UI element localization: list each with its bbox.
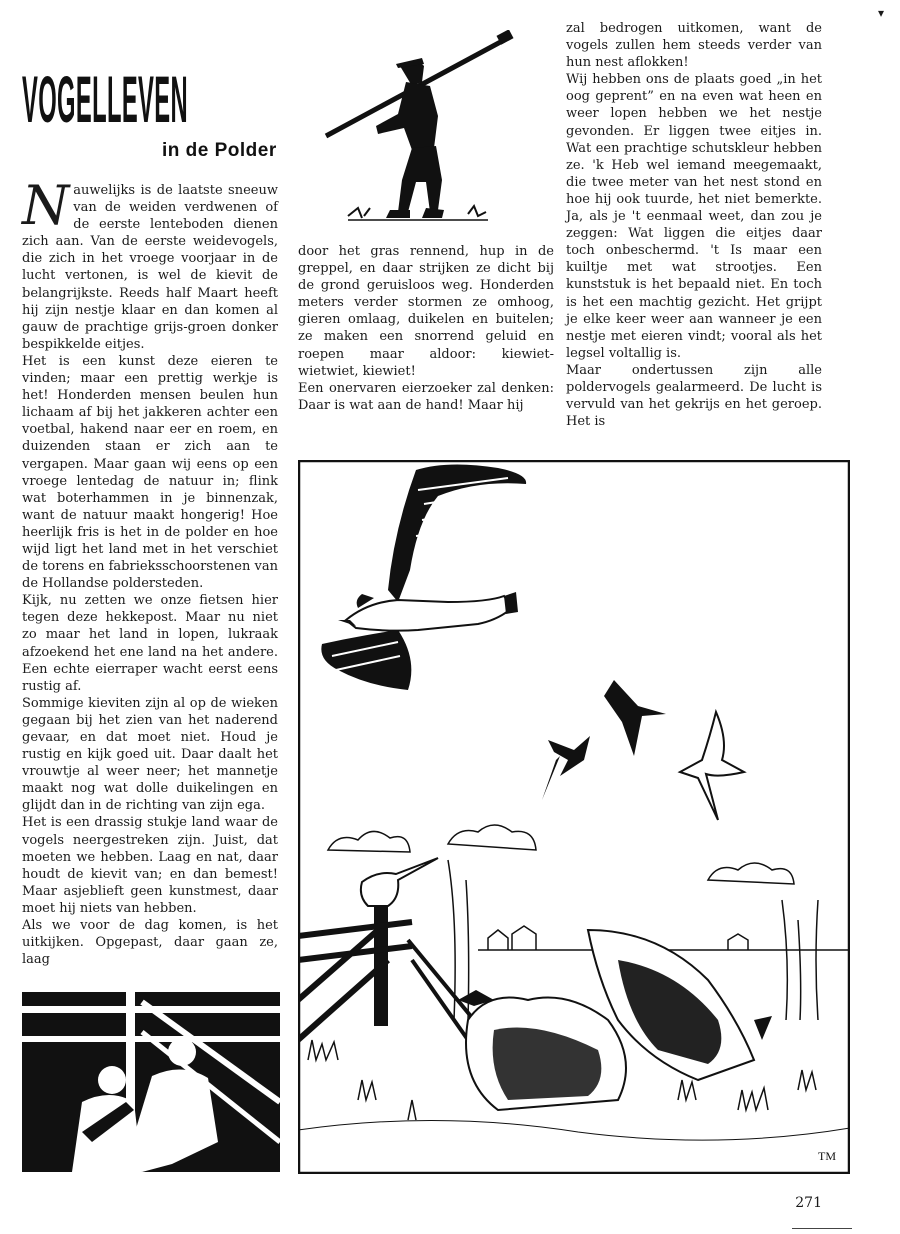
page-title: VOGELLEVEN — [22, 62, 188, 136]
lapwing-illustration — [298, 460, 850, 1174]
paragraph: Het is een kunst deze eieren te vinden; maar een prettig werkje is het! Honderden mensen beulen hun lichaam af bij het jakkeren achter een voetbal, hakend naar eer en roem, en duizenden staan er zich aan te vergapen. Maar gaan wij eens op een vroege lentedag de natuur in; flink wat boterhammen in je binnenzak, want de natuur maakt hongerig! Hoe heerlijk fris is het in de polder en hoe wijd ligt het land met in het verschiet de torens en fabrieksschoorstenen van de Hollandse poldersteden. — [22, 353, 278, 592]
egg-hunter-silhouette — [318, 30, 518, 235]
paragraph: door het gras rennend, hup in de greppel, en daar strijken ze dicht bij de grond geruisloos weg. Honderden meters verder stormen ze omhoog, gieren omlaag, duikelen en buitelen; ze maken een snorrend geluid en roepen maar aldoor: kiewiet- wietwiet, kiewiet! — [298, 244, 554, 379]
paragraph: Een onervaren eierzoeker zal denken: Daar is wat aan de hand! Maar hij — [298, 380, 554, 413]
drop-cap: N — [22, 174, 70, 237]
text-column-1 — [22, 174, 278, 968]
text-column-3 — [566, 20, 822, 430]
text-column-2 — [298, 243, 554, 414]
paragraph: Wij hebben ons de plaats goed „in het oog geprent” en na even wat heen en weer lopen hebben we het nestje gevonden. Er liggen twee eitjes in. Wat een prachtige schutskleur hebben ze. 'k Heb wel iemand meegemaakt, die twee meter van het nest stond en hoe hij ook tuurde, het niet bemerkte. Ja, als je 't eenmaal weet, dan zou je zeggen: Wat liggen die eitjes daar toch onbeschermd. 't Is maar een kuiltje met wat strootjes. Een kunststuk is het bepaald niet. En toch is het een machtig gezicht. Het grijpt je elke keer weer aan wanneer je een nestje met eieren vindt; vooral als het legsel voltallig is. — [566, 72, 822, 361]
paragraph: Het is een drassig stukje land waar de vogels neergestreken zijn. Juist, dat moeten we hebben. Laag en nat, daar houdt de kievit van; en dan bemest! Maar asjeblieft geen kunstmest, daar moet hij niets van hebben. — [22, 815, 278, 916]
page-subtitle: in de Polder — [162, 140, 277, 161]
paragraph: zal bedrogen uitkomen, want de vogels zullen hem steeds verder van hun nest aflokken! — [566, 21, 822, 71]
paragraph: Kijk, nu zetten we onze fietsen hier tegen deze hekkepost. Maar nu niet zo maar het land in lopen, lukraak afzoekend het ene land na het andere. Een echte eierraper wacht eerst eens rustig af. — [22, 593, 278, 694]
paragraph: Sommige kieviten zijn al op de wieken gegaan bij het zien van het naderend gevaar, en dat moet niet. Houd je rustig en kijk goed uit. Daar daalt het vrouwtje al weer neer; het mannetje maakt nog wat dolle duikelingen en glijdt dan in de richting van zijn ega. — [22, 695, 278, 814]
page-number: 271 — [795, 1195, 822, 1211]
paragraph: Als we voor de dag komen, is het uitkijken. Opgepast, daar gaan ze, laag — [22, 918, 278, 968]
illustration-signature: TM — [818, 1149, 836, 1163]
corner-mark: ▾ — [877, 6, 884, 20]
footer-rule — [792, 1228, 852, 1229]
paragraph: Maar ondertussen zijn alle poldervogels gealarmeerd. De lucht is vervuld van het gekrijs en het geroep. Het is — [566, 362, 822, 430]
paragraph: auwelijks is de laatste sneeuw van de weiden verdwenen of de eerste lenteboden dienen zich aan. Van de eerste weidevogels, die zich in het vroege voorjaar in de lucht vertonen, is wel de kievit de belangrijkste. Reeds half Maart heeft hij zijn nestje klaar en dan komen al gauw de prachtige grijs-groen donker bespikkelde eitjes. — [22, 183, 278, 352]
resting-figures-silhouette — [22, 992, 280, 1172]
